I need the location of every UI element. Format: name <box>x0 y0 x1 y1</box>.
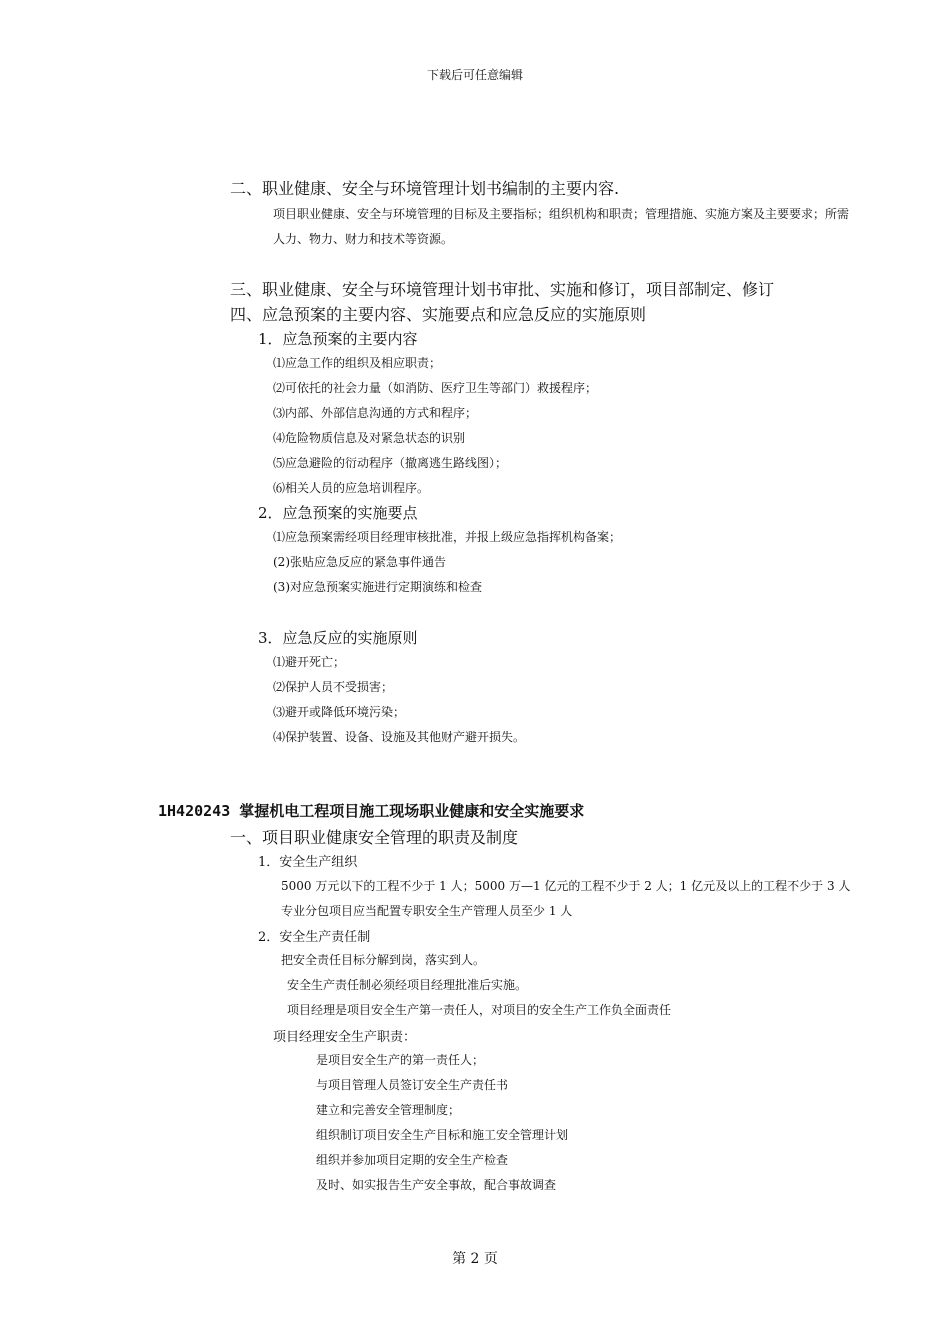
list-item: 项目经理是项目安全生产第一责任人，对项目的安全生产工作负全面责任 <box>287 1003 672 1017</box>
list-item: ⑹相关人员的应急培训程序。 <box>273 481 430 495</box>
list-item: 与项目管理人员签订安全生产责任书 <box>316 1078 509 1092</box>
section-2-heading: 二、职业健康、安全与环境管理计划书编制的主要内容. <box>230 179 620 198</box>
list-item: (3)对应急预案实施进行定期演练和检查 <box>273 580 482 594</box>
list-item: ⑷危险物质信息及对紧急状态的识别 <box>273 431 466 445</box>
list-item: 组织并参加项目定期的安全生产检查 <box>316 1153 509 1167</box>
list-item: ⑵可依托的社会力量（如消防、医疗卫生等部门）救援程序； <box>273 381 598 395</box>
emergency-plan-content-heading: 1．应急预案的主要内容 <box>258 330 418 348</box>
emergency-plan-implementation-heading: 2．应急预案的实施要点 <box>258 504 418 522</box>
list-item: ⑶避开或降低环境污染； <box>273 705 406 719</box>
topic-title: 1H420243 掌握机电工程项目施工现场职业健康和安全实施要求 <box>158 802 585 820</box>
section-4-heading: 四、应急预案的主要内容、实施要点和应急反应的实施原则 <box>230 305 647 324</box>
list-item: 组织制订项目安全生产目标和施工安全管理计划 <box>316 1128 569 1142</box>
pm-duties-heading: 项目经理安全生产职责： <box>273 1030 417 1045</box>
list-item: 安全生产责任制必须经项目经理批准后实施。 <box>287 978 528 992</box>
section-2-line-2: 人力、物力、财力和技术等资源。 <box>273 232 454 246</box>
list-item: ⑶内部、外部信息沟通的方式和程序； <box>273 406 478 420</box>
list-item: 及时、如实报告生产安全事故，配合事故调查 <box>316 1178 557 1192</box>
page-header: 下载后可任意编辑 <box>426 68 523 82</box>
section-3-heading: 三、职业健康、安全与环境管理计划书审批、实施和修订，项目部制定、修订 <box>230 280 775 299</box>
safety-organization-heading: 1．安全生产组织 <box>258 855 358 870</box>
list-item: ⑸应急避险的衍动程序（撤离逃生路线图）； <box>273 456 508 470</box>
list-item: 是项目安全生产的第一责任人； <box>316 1053 485 1067</box>
safety-responsibility-heading: 2．安全生产责任制 <box>258 930 371 945</box>
list-item: 把安全责任目标分解到岗，落实到人。 <box>281 953 486 967</box>
list-item: ⑴应急工作的组织及相应职责； <box>273 356 442 370</box>
section-2-line-1: 项目职业健康、安全与环境管理的目标及主要指标；组织机构和职责；管理措施、实施方案及主要要求；所需 <box>273 207 850 221</box>
list-item: ⑵保护人员不受损害； <box>273 680 394 694</box>
list-item: 专业分包项目应当配置专职安全生产管理人员至少 1 人 <box>281 904 573 918</box>
list-item: (2)张贴应急反应的紧急事件通告 <box>273 555 446 569</box>
emergency-response-principles-heading: 3．应急反应的实施原则 <box>258 629 418 647</box>
list-item: ⑴避开死亡； <box>273 655 346 669</box>
list-item: ⑷保护装置、设备、设施及其他财产避开损失。 <box>273 730 526 744</box>
list-item: 建立和完善安全管理制度； <box>316 1103 461 1117</box>
page-number: 第 2 页 <box>452 1251 498 1267</box>
topic-section-1-heading: 一、项目职业健康安全管理的职责及制度 <box>230 828 519 847</box>
list-item: ⑴应急预案需经项目经理审核批准，并报上级应急指挥机构备案； <box>273 530 622 544</box>
list-item: 5000 万元以下的工程不少于 1 人；5000 万—1 亿元的工程不少于 2 人；1 亿元及以上的工程不少于 3 人 <box>281 879 851 893</box>
